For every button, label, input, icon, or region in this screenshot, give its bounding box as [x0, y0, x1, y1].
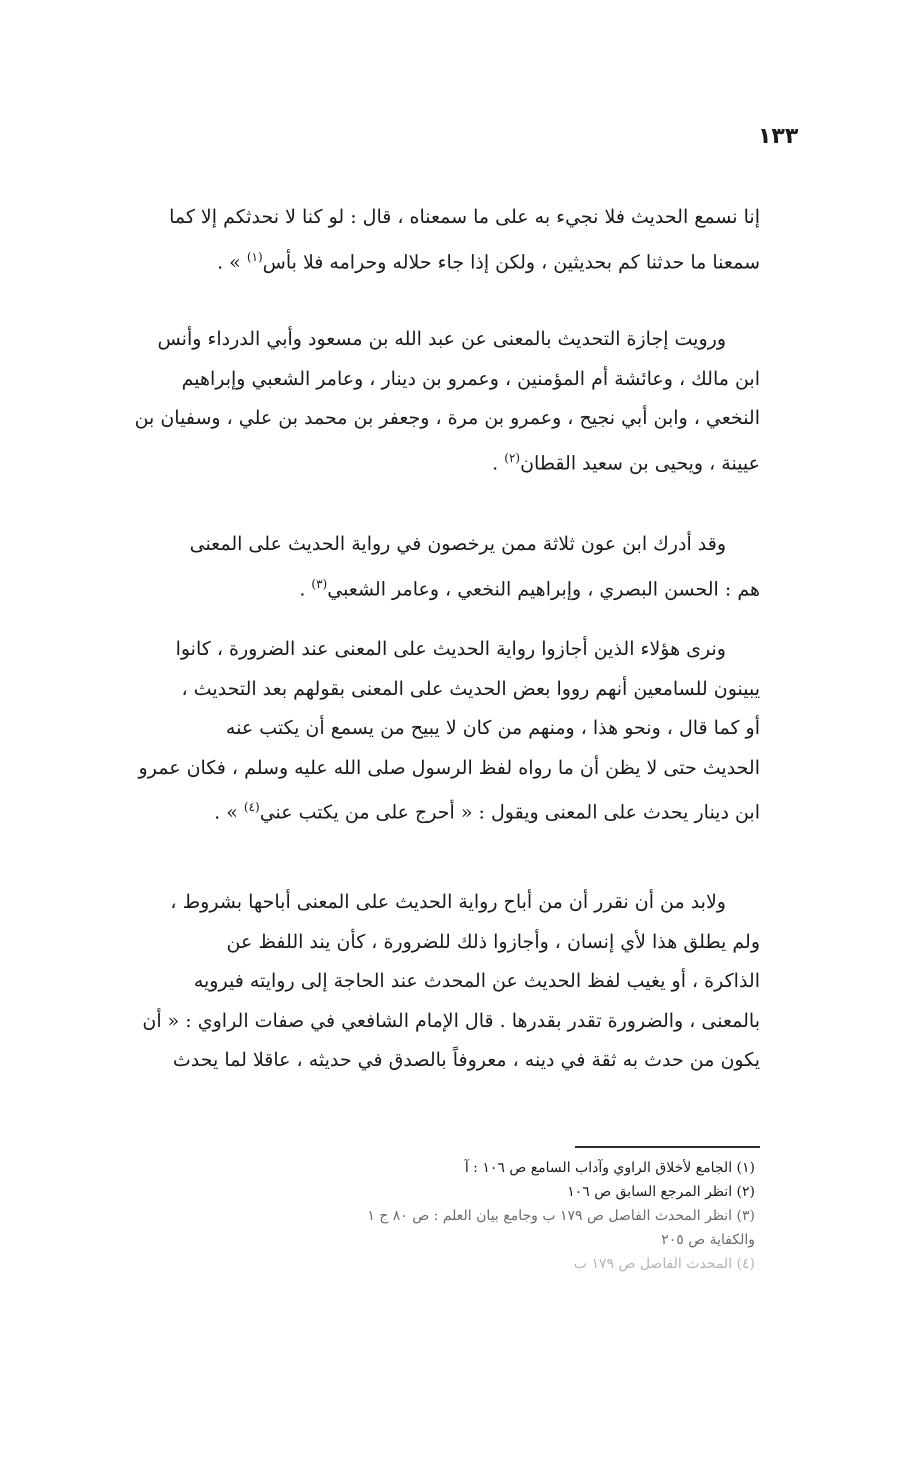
- text-line: بالمعنى ، والضرورة تقدر بقدرها . قال الإمام الشافعي في صفات الراوي : « أن: [142, 1009, 760, 1032]
- page-number: ١٣٣: [758, 124, 799, 149]
- text-line: ابن مالك ، وعائشة أم المؤمنين ، وعمرو بن دينار ، وعامر الشعبي وإبراهيم: [181, 367, 760, 390]
- footnote-1: (١) الجامع لأخلاق الراوي وآداب السامع ص ١٠٦ : آ: [464, 1160, 755, 1176]
- footnote-4: (٤) المحدث الفاصل ص ١٧٩ ب: [573, 1256, 755, 1272]
- paragraph-2: [100, 320, 760, 483]
- footnote-ref: (١): [246, 249, 263, 264]
- text-line-tail: » .: [217, 250, 247, 273]
- text-line-tail: .: [492, 451, 505, 474]
- paragraph-5: [100, 883, 760, 1081]
- footnote-2: (٢) انظر المرجع السابق ص ١٠٦: [567, 1184, 755, 1200]
- footnote-ref: (٢): [504, 450, 521, 465]
- paragraph-3: [100, 525, 760, 609]
- text-line: يبينون للسامعين أنهم رووا بعض الحديث على المعنى بقولهم بعد التحديث ،: [181, 677, 760, 700]
- text-line-tail: .: [299, 577, 312, 600]
- text-line: يكون من حدث به ثقة في دينه ، معروفاً بالصدق في حديثه ، عاقلا لما يحدث: [172, 1049, 760, 1071]
- text-line: [100, 238, 760, 283]
- text-line: [100, 788, 760, 833]
- text-line: [100, 439, 760, 484]
- text-line: ونرى هؤلاء الذين أجازوا رواية الحديث على المعنى عند الضرورة ، كانوا: [175, 638, 726, 660]
- text-line-body: هم : الحسن البصري ، وإبراهيم النخعي ، وعامر الشعبي: [327, 577, 760, 600]
- text-line: أو كما قال ، ونحو هذا ، ومنهم من كان لا يبيح من يسمع أن يكتب عنه: [225, 717, 760, 739]
- text-line: ورويت إجازة التحديث بالمعنى عن عبد الله بن مسعود وأبي الدرداء وأنس: [157, 328, 726, 350]
- text-line: ولم يطلق هذا لأي إنسان ، وأجازوا ذلك للضرورة ، كأن يند اللفظ عن: [226, 930, 760, 953]
- footnote-ref: (٤): [243, 800, 260, 814]
- text-line: النخعي ، وابن أبي نجيح ، وعمرو بن مرة ، وجعفر بن محمد بن علي ، وسفيان بن: [134, 407, 760, 429]
- footnote-3: (٣) انظر المحدث الفاصل ص ١٧٩ ب وجامع بيان العلم : ص ٨٠ ج ١: [367, 1208, 755, 1224]
- text-line-body: سمعنا ما حدثنا كم بحديثين ، ولكن إذا جاء حلاله وحرامه فلا بأس: [262, 250, 760, 273]
- text-line-body: ابن دينار يحدث على المعنى ويقول : « أحرج على من يكتب عني: [259, 801, 760, 824]
- paragraph-4: [100, 630, 760, 833]
- footnotes: [100, 1156, 755, 1276]
- text-line: الذاكرة ، أو يغيب لفظ الحديث عن المحدث عند الحاجة إلى روايته فيرويه: [193, 970, 760, 992]
- text-line: إنا نسمع الحديث فلا نجيء به على ما سمعناه ، قال : لو كنا لا نحدثكم إلا كما: [169, 206, 760, 228]
- footnote-divider: [575, 1146, 760, 1148]
- text-line-tail: » .: [214, 801, 244, 824]
- footnote-3-continued: والكفاية ص ٢٠٥: [661, 1232, 755, 1248]
- text-line: وقد أدرك ابن عون ثلاثة ممن يرخصون في رواية الحديث على المعنى: [189, 533, 726, 555]
- text-line: ولابد من أن نقرر أن من أباح رواية الحديث على المعنى أباحها بشروط ،: [170, 891, 726, 913]
- text-line: الحديث حتى لا يظن أن ما رواه لفظ الرسول صلى الله عليه وسلم ، فكان عمرو: [138, 756, 760, 779]
- footnote-ref: (٣): [311, 576, 328, 591]
- paragraph-1: [100, 198, 760, 282]
- text-line: [100, 565, 760, 610]
- text-line-body: عيينة ، ويحيى بن سعيد القطان: [520, 451, 760, 474]
